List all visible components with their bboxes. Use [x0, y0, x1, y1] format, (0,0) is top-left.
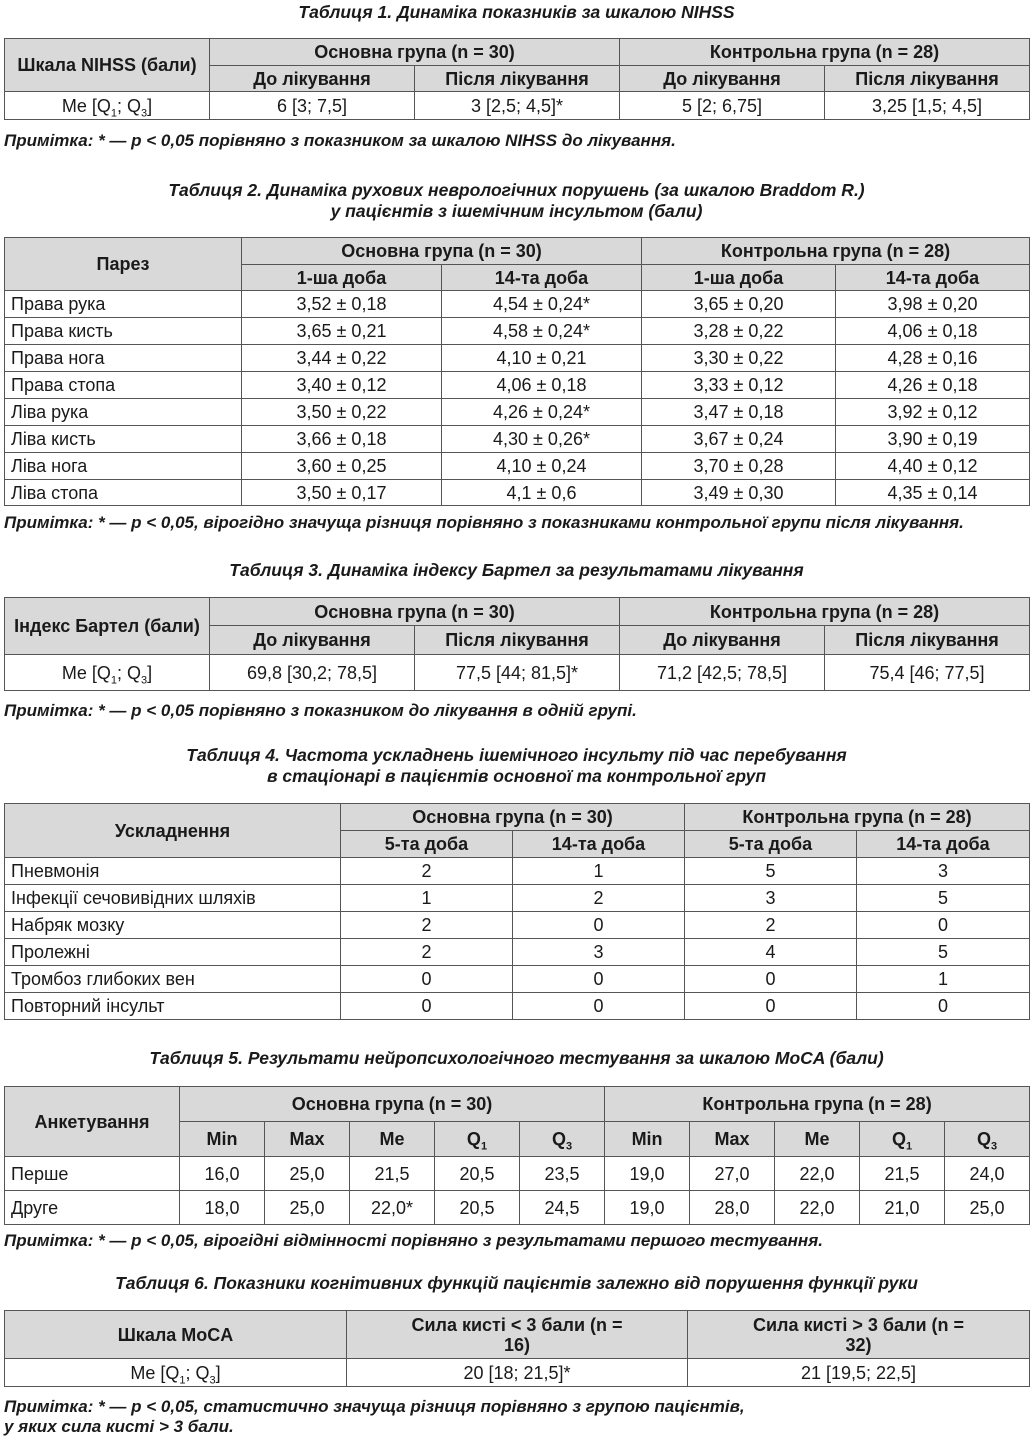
table-2-note: Примітка: * — p < 0,05, вірогідно значуща різниця порівняно з показниками контрольної групи після лікування. — [4, 513, 964, 532]
table-5-main-group: Основна група (n = 30) — [180, 1087, 605, 1122]
table-2-cell: 3,30 ± 0,22 — [642, 345, 836, 372]
table-5-title: Таблиця 5. Результати нейропсихологічного тестування за шкалою MoCA (бали) — [149, 1048, 884, 1068]
table-5-cell: 24,0 — [945, 1157, 1030, 1191]
table-2-cell: 4,10 ± 0,21 — [442, 345, 642, 372]
table-1-sub-header: До лікування — [620, 66, 825, 92]
table-2-row-label: Ліва кисть — [5, 426, 242, 453]
table-2-cell: 3,98 ± 0,20 — [836, 291, 1030, 318]
table-4-cell: 5 — [685, 858, 857, 885]
table-2-row-label: Права нога — [5, 345, 242, 372]
table-row — [5, 318, 1030, 345]
table-2-cell: 4,06 ± 0,18 — [836, 318, 1030, 345]
table-row — [5, 480, 1030, 506]
table-5-note: Примітка: * — p < 0,05, вірогідні відмінності порівняно з результатами першого тестування. — [4, 1231, 823, 1250]
table-3-cell: 71,2 [42,5; 78,5] — [620, 655, 825, 691]
table-2-cell: 3,33 ± 0,12 — [642, 372, 836, 399]
table-3-cell: 77,5 [44; 81,5]* — [415, 655, 620, 691]
table-6-title: Таблиця 6. Показники когнітивних функцій пацієнтів залежно від порушення функції руки — [115, 1273, 918, 1293]
table-4-cell: 3 — [685, 885, 857, 912]
table-5-cell: 27,0 — [690, 1157, 775, 1191]
table-2-cell: 3,67 ± 0,24 — [642, 426, 836, 453]
table-5-sub-header: Max — [690, 1122, 775, 1157]
table-4-cell: 0 — [513, 993, 685, 1020]
table-5-sub-header: Me — [775, 1122, 860, 1157]
table-4-cell: 0 — [685, 966, 857, 993]
table-2-ctrl-group: Контрольна група (n = 28) — [642, 238, 1030, 265]
table-2-cell: 3,52 ± 0,18 — [242, 291, 442, 318]
table-2-title-line-1: Таблиця 2. Динаміка рухових неврологічних порушень (за шкалою Braddom R.) — [168, 180, 865, 200]
table-4-cell: 3 — [513, 939, 685, 966]
table-row — [5, 939, 1030, 966]
table-2-rowhead: Парез — [5, 238, 242, 291]
table-1-sub-header: До лікування — [210, 66, 415, 92]
table-2-cell: 3,47 ± 0,18 — [642, 399, 836, 426]
table-5-cell: 22,0 — [775, 1157, 860, 1191]
table-1-cell: 5 [2; 6,75] — [620, 92, 825, 120]
table-3-cell: 75,4 [46; 77,5] — [825, 655, 1030, 691]
table-5-cell: 20,5 — [435, 1157, 520, 1191]
table-3-title: Таблиця 3. Динаміка індексу Бартел за результатами лікування — [229, 560, 804, 580]
table-2-cell: 3,66 ± 0,18 — [242, 426, 442, 453]
table-1-sub-header: Після лікування — [825, 66, 1030, 92]
table-1-ctrl-group: Контрольна група (n = 28) — [620, 39, 1030, 66]
table-5-cell: 23,5 — [520, 1157, 605, 1191]
table-5-sub-header: Min — [605, 1122, 690, 1157]
table-6-col-1: Сила кисті < 3 бали (n = 16) — [347, 1311, 688, 1359]
table-5-cell: 28,0 — [690, 1191, 775, 1225]
table-4-title-line-1: Таблиця 4. Частота ускладнень ішемічного інсульту під час перебування — [186, 745, 847, 765]
table-1-main-group: Основна група (n = 30) — [210, 39, 620, 66]
table-4-main-group: Основна група (n = 30) — [341, 804, 685, 831]
table-4-cell: 1 — [513, 858, 685, 885]
table-2-sub-header: 14-та доба — [836, 265, 1030, 291]
table-4-cell: 2 — [341, 939, 513, 966]
table-3-row-label: Me [$Q_1$; $Q_3$] — [5, 655, 210, 691]
table-5-cell: 18,0 — [180, 1191, 265, 1225]
table-5-cell: 19,0 — [605, 1157, 690, 1191]
table-2-sub-header: 1-ша доба — [642, 265, 836, 291]
table-5-cell: 21,5 — [350, 1157, 435, 1191]
table-4-row-label: Повторний інсульт — [5, 993, 341, 1020]
table-2-cell: 4,54 ± 0,24* — [442, 291, 642, 318]
table-1-sub-header: Після лікування — [415, 66, 620, 92]
table-4-row-label: Пневмонія — [5, 858, 341, 885]
table-2-sub-header: 1-ша доба — [242, 265, 442, 291]
table-2-cell: 4,35 ± 0,14 — [836, 480, 1030, 506]
table-4-sub-header: 14-та доба — [857, 831, 1030, 858]
table-3-ctrl-group: Контрольна група (n = 28) — [620, 598, 1030, 626]
table-2-cell: 3,92 ± 0,12 — [836, 399, 1030, 426]
table-6 — [4, 1310, 1029, 1387]
table-3-sub-header: До лікування — [620, 626, 825, 655]
table-4-cell: 4 — [685, 939, 857, 966]
table-1-cell: 3,25 [1,5; 4,5] — [825, 92, 1030, 120]
table-6-section — [4, 1273, 1029, 1294]
table-6-cell: 20 [18; 21,5]* — [347, 1359, 688, 1387]
table-4-cell: 0 — [513, 912, 685, 939]
table-2-cell: 4,30 ± 0,26* — [442, 426, 642, 453]
table-5-row-label: Перше — [5, 1157, 180, 1191]
table-2-cell: 4,26 ± 0,18 — [836, 372, 1030, 399]
table-3-sub-header: До лікування — [210, 626, 415, 655]
table-5-cell: 16,0 — [180, 1157, 265, 1191]
table-2-cell: 4,10 ± 0,24 — [442, 453, 642, 480]
table-5-rowhead: Анкетування — [5, 1087, 180, 1157]
table-2-cell: 3,40 ± 0,12 — [242, 372, 442, 399]
table-row — [5, 291, 1030, 318]
table-4-row-label: Тромбоз глибоких вен — [5, 966, 341, 993]
table-4-cell: 0 — [857, 993, 1030, 1020]
table-3-section — [4, 560, 1029, 581]
table-row — [5, 453, 1030, 480]
table-2-cell: 3,50 ± 0,22 — [242, 399, 442, 426]
table-row — [5, 1191, 1030, 1225]
table-2-section — [4, 180, 1029, 222]
table-1-row-label: Me [$Q_1$; $Q_3$] — [5, 92, 210, 120]
table-2-cell: 4,1 ± 0,6 — [442, 480, 642, 506]
table-4-ctrl-group: Контрольна група (n = 28) — [685, 804, 1030, 831]
table-6-row-label: Me [$Q_1$; $Q_3$] — [5, 1359, 347, 1387]
table-1-rowhead: Шкала NIHSS (бали) — [5, 39, 210, 92]
table-5-sub-header: $Q_3$ — [945, 1122, 1030, 1157]
table-row — [5, 1157, 1030, 1191]
table-row — [5, 993, 1030, 1020]
table-5-cell: 22,0* — [350, 1191, 435, 1225]
table-2-cell: 3,65 ± 0,20 — [642, 291, 836, 318]
table-5-cell: 21,0 — [860, 1191, 945, 1225]
table-4-title-line-2: в стаціонарі в пацієнтів основної та контрольної груп — [266, 766, 767, 786]
table-3-sub-header: Після лікування — [415, 626, 620, 655]
table-2-cell: 4,26 ± 0,24* — [442, 399, 642, 426]
table-2-cell: 4,28 ± 0,16 — [836, 345, 1030, 372]
table-2-row-label: Ліва рука — [5, 399, 242, 426]
table-row — [5, 858, 1030, 885]
table-2-main-group: Основна група (n = 30) — [242, 238, 642, 265]
table-2-cell: 4,40 ± 0,12 — [836, 453, 1030, 480]
table-row — [5, 966, 1030, 993]
table-2-row-label: Права стопа — [5, 372, 242, 399]
table-4-cell: 0 — [685, 993, 857, 1020]
table-6-note-line-1: Примітка: * — p < 0,05, статистично значуща різниця порівняно з групою пацієнтів, — [4, 1397, 745, 1416]
table-5-ctrl-group: Контрольна група (n = 28) — [605, 1087, 1030, 1122]
table-2-cell: 3,70 ± 0,28 — [642, 453, 836, 480]
table-1-note: Примітка: * — p < 0,05 порівняно з показником за шкалою NIHSS до лікування. — [4, 131, 676, 150]
table-row — [5, 345, 1030, 372]
table-4-cell: 1 — [341, 885, 513, 912]
table-2-cell: 3,50 ± 0,17 — [242, 480, 442, 506]
table-5-cell: 20,5 — [435, 1191, 520, 1225]
table-4-cell: 3 — [857, 858, 1030, 885]
table-3-main-group: Основна група (n = 30) — [210, 598, 620, 626]
table-4-cell: 2 — [341, 912, 513, 939]
table-4-row-label: Набряк мозку — [5, 912, 341, 939]
table-row — [5, 399, 1030, 426]
table-2-row-label: Права кисть — [5, 318, 242, 345]
table-4-sub-header: 14-та доба — [513, 831, 685, 858]
table-2-cell: 4,06 ± 0,18 — [442, 372, 642, 399]
table-4-cell: 0 — [513, 966, 685, 993]
table-5-cell: 22,0 — [775, 1191, 860, 1225]
table-2-cell: 4,58 ± 0,24* — [442, 318, 642, 345]
table-4-sub-header: 5-та доба — [341, 831, 513, 858]
table-2-sub-header: 14-та доба — [442, 265, 642, 291]
table-5-sub-header: $Q_1$ — [860, 1122, 945, 1157]
table-4-cell: 0 — [341, 993, 513, 1020]
table-5-cell: 21,5 — [860, 1157, 945, 1191]
table-4-section — [4, 745, 1029, 787]
table-4-cell: 1 — [857, 966, 1030, 993]
table-2-cell: 3,28 ± 0,22 — [642, 318, 836, 345]
table-2-cell: 3,90 ± 0,19 — [836, 426, 1030, 453]
table-1-section — [4, 2, 1029, 23]
table-6-col-2: Сила кисті > 3 бали (n = 32) — [688, 1311, 1030, 1359]
table-2-title-line-2: у пацієнтів з ішемічним інсультом (бали) — [330, 201, 703, 221]
table-6-cell: 21 [19,5; 22,5] — [688, 1359, 1030, 1387]
table-3-sub-header: Після лікування — [825, 626, 1030, 655]
table-3 — [4, 597, 1029, 691]
table-row — [5, 885, 1030, 912]
table-5-cell: 19,0 — [605, 1191, 690, 1225]
table-1-cell: 6 [3; 7,5] — [210, 92, 415, 120]
table-1 — [4, 38, 1029, 120]
table-row — [5, 426, 1030, 453]
table-4-cell: 2 — [513, 885, 685, 912]
table-5-sub-header: $Q_3$ — [520, 1122, 605, 1157]
table-4-cell: 5 — [857, 885, 1030, 912]
table-5-cell: 25,0 — [265, 1157, 350, 1191]
table-5-sub-header: Min — [180, 1122, 265, 1157]
table-6-note-line-2: у яких сила кисті > 3 бали. — [4, 1417, 234, 1436]
table-2-cell: 3,65 ± 0,21 — [242, 318, 442, 345]
table-2-cell: 3,60 ± 0,25 — [242, 453, 442, 480]
table-5-row-label: Друге — [5, 1191, 180, 1225]
table-4-cell: 2 — [341, 858, 513, 885]
table-4-cell: 5 — [857, 939, 1030, 966]
table-3-note: Примітка: * — p < 0,05 порівняно з показником до лікування в одній групі. — [4, 701, 637, 720]
table-1-title: Таблиця 1. Динаміка показників за шкалою NIHSS — [298, 2, 735, 22]
table-4-cell: 0 — [857, 912, 1030, 939]
table-row — [5, 372, 1030, 399]
table-4-rowhead: Ускладнення — [5, 804, 341, 858]
table-5-cell: 25,0 — [945, 1191, 1030, 1225]
table-2-cell: 3,49 ± 0,30 — [642, 480, 836, 506]
table-5-sub-header: $Q_1$ — [435, 1122, 520, 1157]
table-5-cell: 24,5 — [520, 1191, 605, 1225]
table-5-sub-header: Max — [265, 1122, 350, 1157]
table-4-cell: 0 — [341, 966, 513, 993]
table-row — [5, 912, 1030, 939]
table-2-row-label: Права рука — [5, 291, 242, 318]
table-2-row-label: Ліва стопа — [5, 480, 242, 506]
table-4-cell: 2 — [685, 912, 857, 939]
table-3-rowhead: Індекс Бартел (бали) — [5, 598, 210, 655]
table-4-row-label: Інфекції сечовивідних шляхів — [5, 885, 341, 912]
table-1-cell: 3 [2,5; 4,5]* — [415, 92, 620, 120]
table-5 — [4, 1086, 1029, 1225]
table-4-sub-header: 5-та доба — [685, 831, 857, 858]
table-2-cell: 3,44 ± 0,22 — [242, 345, 442, 372]
table-6-rowhead: Шкала MoCA — [5, 1311, 347, 1359]
table-5-section — [4, 1048, 1029, 1069]
table-5-sub-header: Me — [350, 1122, 435, 1157]
table-5-cell: 25,0 — [265, 1191, 350, 1225]
table-3-cell: 69,8 [30,2; 78,5] — [210, 655, 415, 691]
table-2-row-label: Ліва нога — [5, 453, 242, 480]
table-4 — [4, 803, 1029, 1020]
table-4-row-label: Пролежні — [5, 939, 341, 966]
table-6-note — [4, 1397, 1029, 1437]
table-2 — [4, 237, 1029, 506]
